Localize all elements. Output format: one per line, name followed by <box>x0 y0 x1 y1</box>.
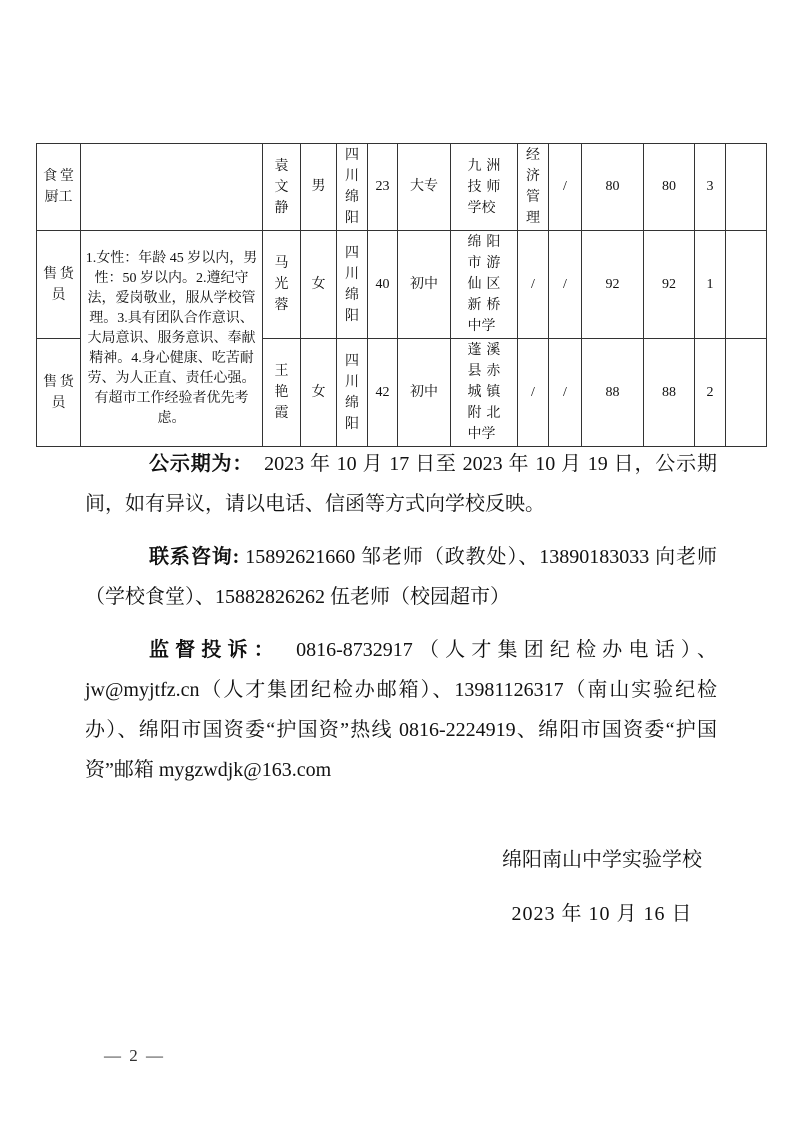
cell-certificate: / <box>549 339 582 447</box>
cell-native-place <box>337 144 368 231</box>
cell-gender: 女 <box>301 231 337 339</box>
cell-total-score: 92 <box>644 231 695 339</box>
cell-total-score: 80 <box>644 144 695 231</box>
cell-interview-score: 80 <box>582 144 644 231</box>
publicity-period-label: 公示期为： <box>149 453 244 475</box>
cell-major <box>518 144 549 231</box>
cell-gender: 女 <box>301 339 337 447</box>
cell-education: 初中 <box>398 339 451 447</box>
signature-block <box>502 843 702 926</box>
cell-school <box>451 231 518 339</box>
name-text: 王艳霞 <box>274 364 289 421</box>
cell-school <box>451 144 518 231</box>
cell-name <box>263 339 301 447</box>
cell-major <box>518 339 549 447</box>
publicity-period-paragraph <box>85 444 717 524</box>
native-place-text: 四川绵阳 <box>345 148 359 226</box>
supervision-paragraph <box>85 630 717 790</box>
cell-requirements <box>81 144 263 231</box>
cell-interview-score: 88 <box>582 339 644 447</box>
cell-age: 23 <box>368 144 398 231</box>
contact-paragraph <box>85 537 717 617</box>
publicity-period-text: 2023 年 10 月 17 日至 2023 年 10 月 19 日，公示期间，如有异议，请以电话、信函等方式向学校反映。 <box>85 453 718 515</box>
cell-native-place <box>337 231 368 339</box>
cell-native-place <box>337 339 368 447</box>
cell-gender: 男 <box>301 144 337 231</box>
signature-date: 2023 年 10 月 16 日 <box>511 903 693 925</box>
native-place-text: 四川绵阳 <box>345 353 359 432</box>
cell-position <box>37 231 81 339</box>
school-text: 绵阳市游仙区新桥中学 <box>467 235 501 334</box>
cell-remark <box>726 231 767 339</box>
major-text: 经济管理 <box>526 148 540 226</box>
table-row <box>37 231 767 339</box>
supervision-text: 0816-8732917（人才集团纪检办电话）、jw@myjtfz.cn（人才集团纪检办邮箱）、13981126317（南山实验纪检办）、绵阳市国资委“护国资”热线 0816-2224919、绵阳市国资委“护国资”邮箱 mygzwdjk@163.com <box>85 639 718 781</box>
cell-position <box>37 339 81 447</box>
contact-label: 联系咨询: <box>149 546 240 568</box>
cell-remark <box>726 144 767 231</box>
cell-position <box>37 144 81 231</box>
cell-remark <box>726 339 767 447</box>
position-text: 食堂厨工 <box>43 169 74 205</box>
name-text: 袁文静 <box>274 158 289 216</box>
school-text: 蓬溪县赤城镇附北中学 <box>467 343 501 442</box>
signature-organization: 绵阳南山中学实验学校 <box>502 849 702 871</box>
cell-name <box>263 144 301 231</box>
cell-age: 40 <box>368 231 398 339</box>
cell-name <box>263 231 301 339</box>
supervision-label: 监督投诉： <box>149 639 270 661</box>
cell-age: 42 <box>368 339 398 447</box>
cell-certificate: / <box>549 231 582 339</box>
page-number: — 2 — <box>104 1046 165 1065</box>
cell-rank: 2 <box>695 339 726 447</box>
cell-requirements: 1.女性：年龄 45 岁以内，男性：50 岁以内。2.遵纪守法，爱岗敬业，服从学校管理。3.具有团队合作意识、大局意识、服务意识、奉献精神。4.身心健康、吃苦耐劳、为人正直、责任心强。有超市工作经验者优先考虑。 <box>81 231 263 447</box>
table-row <box>37 144 767 231</box>
recruitment-result-table <box>36 143 767 447</box>
body-text-block <box>85 444 717 790</box>
native-place-text: 四川绵阳 <box>345 245 359 324</box>
position-text: 售货员 <box>43 266 74 303</box>
contact-text: 15892621660 邹老师（政教处）、13890183033 向老师（学校食堂）、15882826262 伍老师（校园超市） <box>85 546 717 608</box>
cell-interview-score: 92 <box>582 231 644 339</box>
name-text: 马光蓉 <box>274 256 289 313</box>
major-text: / <box>531 277 535 292</box>
cell-rank: 1 <box>695 231 726 339</box>
cell-education: 初中 <box>398 231 451 339</box>
cell-major <box>518 231 549 339</box>
cell-education: 大专 <box>398 144 451 231</box>
cell-school <box>451 339 518 447</box>
position-text: 售货员 <box>43 374 74 411</box>
major-text: / <box>531 385 535 400</box>
cell-rank: 3 <box>695 144 726 231</box>
cell-certificate: / <box>549 144 582 231</box>
school-text: 九洲技师学校 <box>467 158 501 216</box>
cell-total-score: 88 <box>644 339 695 447</box>
